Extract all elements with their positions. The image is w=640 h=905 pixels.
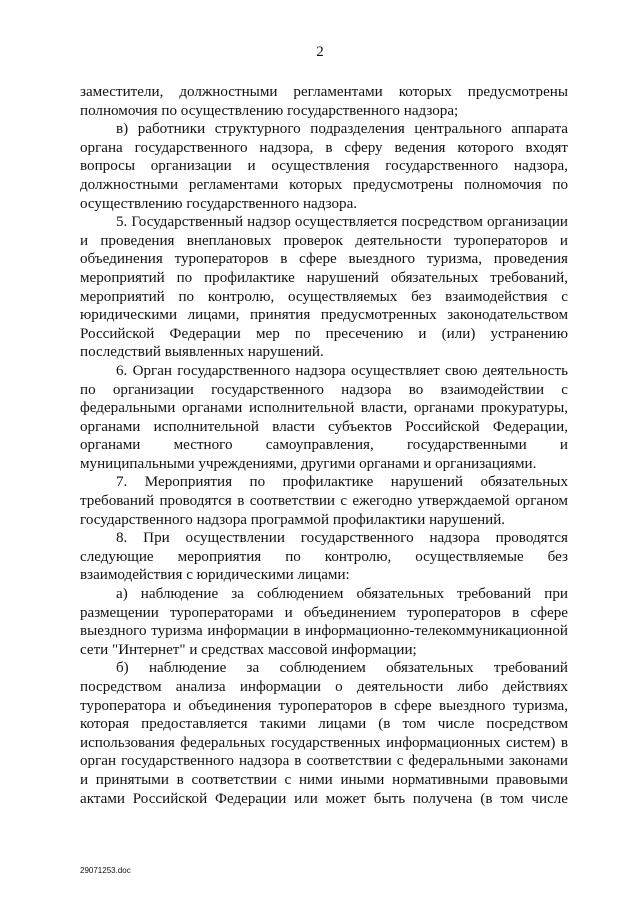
paragraph-item-b: б) наблюдение за соблюдением обязательных требований посредством анализа информации о деятельности либо действиях туроператора и объединения туроператоров в сфере выездного туризма, которая предоставляется такими лицами (в том числе посредством использования федеральных государственных информационных систем) в орган государственного надзора в соответствии с федеральными законами и принятыми в соответствии с ними иными нормативными правовыми актами Российской Федерации или может быть получена (в том числе	[80, 660, 568, 807]
paragraph-7: 7. Мероприятия по профилактике нарушений обязательных требований проводятся в соответствии с ежегодно утверждаемой органом государственного надзора программой профилактики нарушений.	[80, 474, 568, 528]
document-body	[80, 83, 568, 808]
footer-file-code: 29071253.doc	[80, 866, 131, 875]
page-number: 2	[316, 44, 324, 60]
paragraph-8: 8. При осуществлении государственного надзора проводятся следующие мероприятия по контролю, осуществляемые без взаимодействия с юридическими лицами:	[80, 530, 568, 584]
paragraph-item-a: а) наблюдение за соблюдением обязательных требований при размещении туроператорами и объединением туроператоров в сфере выездного туризма информации в информационно-телекоммуникационной сети "Интернет" и средствах массовой информации;	[80, 586, 568, 658]
paragraph-deputies: заместители, должностными регламентами которых предусмотрены полномочия по осуществлению государственного надзора;	[80, 84, 568, 119]
paragraph-item-v: в) работники структурного подразделения центрального аппарата органа государственного надзора, в сферу ведения которого входят вопросы организации и осуществления государственного надзора, должностными регламентами которых предусмотрены полномочия по осуществлению государственного надзора.	[80, 121, 568, 212]
paragraph-6: 6. Орган государственного надзора осуществляет свою деятельность по организации государственного надзора во взаимодействии с федеральными органами исполнительной власти, органами прокуратуры, органами исполнительной власти субъектов Российской Федерации, органами местного самоуправления, государственными и муниципальными учреждениями, другими органами и организациями.	[80, 362, 568, 472]
paragraph-5: 5. Государственный надзор осуществляется посредством организации и проведения внеплановых проверок деятельности туроператоров и объединения туроператоров в сфере выездного туризма, проведения мероприятий по профилактике нарушений обязательных требований, мероприятий по контролю, осуществляемых без взаимодействия с юридическими лицами, принятия предусмотренных законодательством Российской Федерации мер по пресечению и (или) устранению последствий выявленных нарушений.	[80, 214, 568, 361]
